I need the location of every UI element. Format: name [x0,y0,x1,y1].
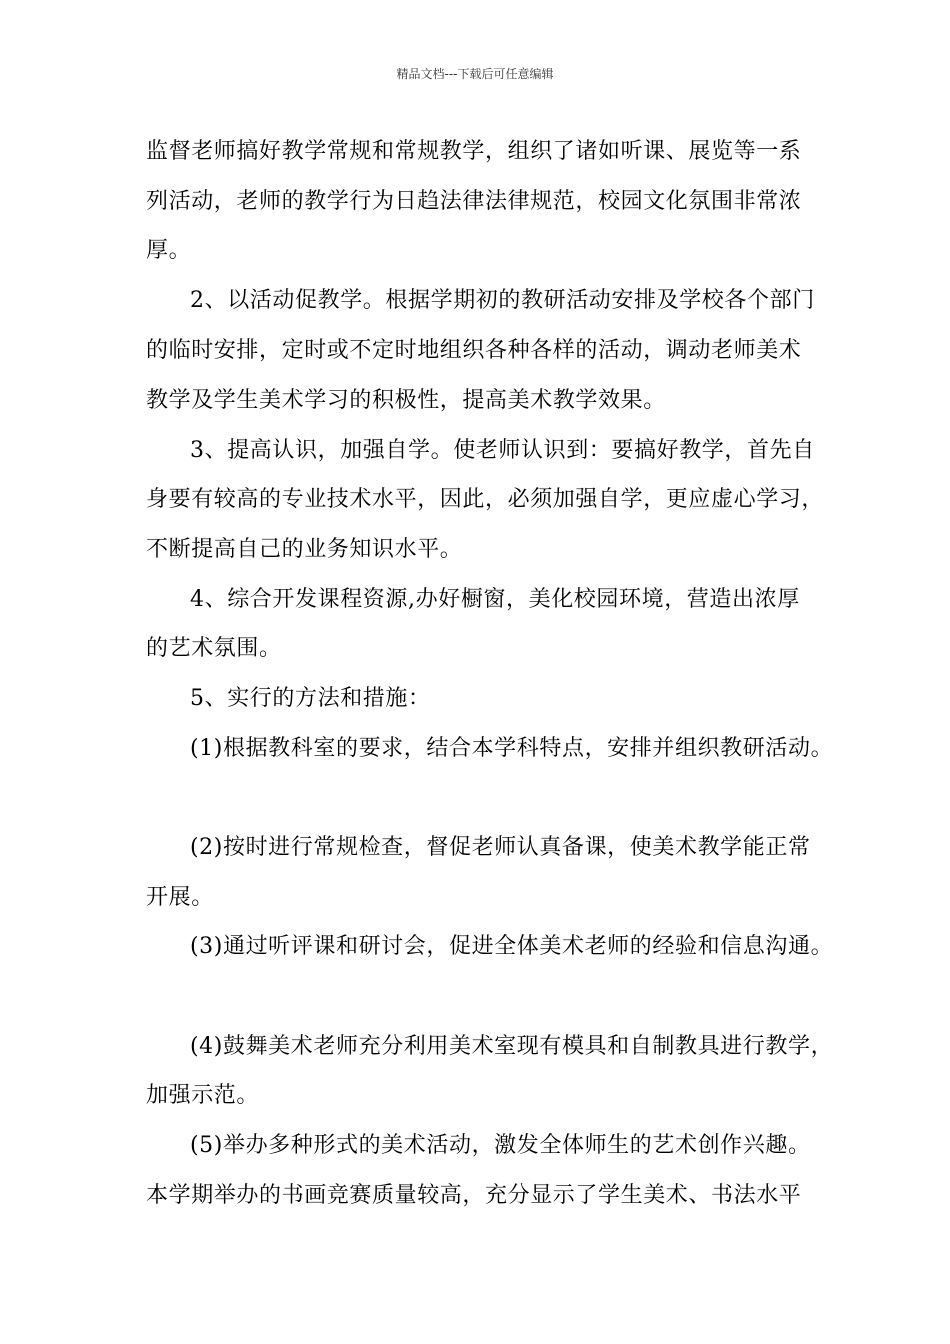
text-line: (5)举办多种形式的美术活动，激发全体师生的艺术创作兴趣。 [190,1133,811,1158]
text-line: 的临时安排，定时或不定时地组织各种各样的活动，调动老师美术 [146,338,802,363]
text-line: 列活动，老师的教学行为日趋法律法律规范，校园文化氛围非常浓 [146,189,802,214]
text-line: (1)根据教科室的要求，结合本学科特点，安排并组织教研活动。 [190,736,834,761]
page-header: 精品文档---下载后可任意编辑 [396,67,554,81]
text-line: 不断提高自己的业务知识水平。 [146,537,463,562]
text-line: 3、提高认识，加强自学。使老师认识到：要搞好教学，首先自 [190,438,815,463]
text-line: (3)通过听评课和研讨会，促进全体美术老师的经验和信息沟通。 [190,934,834,959]
text-line: 厚。 [146,238,192,263]
text-line: 4、综合开发课程资源,办好橱窗，美化校园环境，营造出浓厚 [190,587,800,612]
text-line: 监督老师搞好教学常规和常规教学，组织了诸如听课、展览等一系 [146,139,802,164]
text-line: 教学及学生美术学习的积极性，提高美术教学效果。 [146,388,666,413]
text-line: (4)鼓舞美术老师充分利用美术室现有模具和自制教具进行教学， [190,1034,834,1059]
text-line: 加强示范。 [146,1083,260,1108]
text-line: 开展。 [146,885,214,910]
text-line: 身要有较高的专业技术水平，因此，必须加强自学，更应虚心学习， [146,487,825,512]
text-line: 的艺术氛围。 [146,636,282,661]
text-line: 本学期举办的书画竞赛质量较高，充分显示了学生美术、书法水平 [146,1183,802,1208]
text-line: 2、以活动促教学。根据学期初的教研活动安排及学校各个部门 [190,288,815,313]
text-line: (2)按时进行常规检查，督促老师认真备课，使美术教学能正常 [190,835,811,860]
text-line: 5、实行的方法和措施： [190,686,431,711]
